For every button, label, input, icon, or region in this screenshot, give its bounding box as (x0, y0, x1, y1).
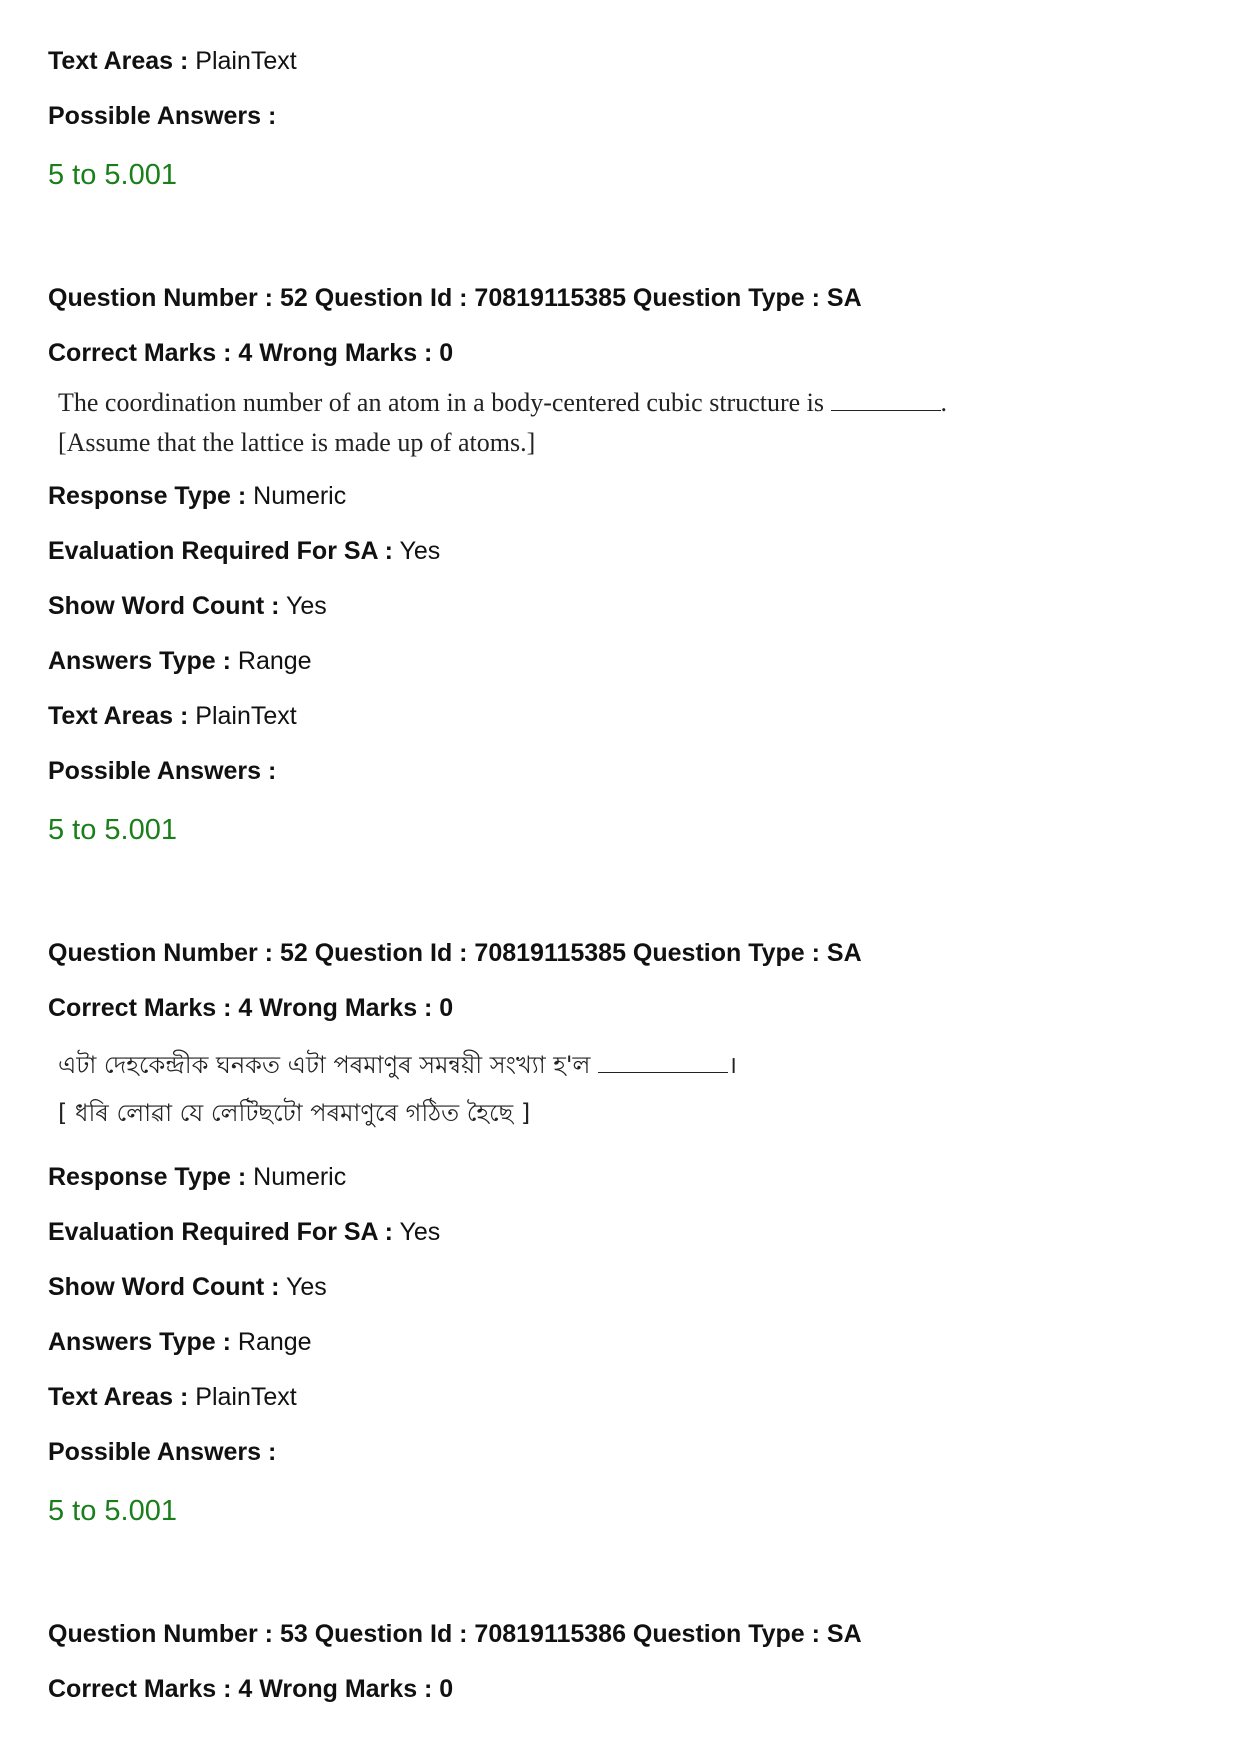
answer-blank (598, 1052, 728, 1073)
possible-answers-label: Possible Answers : (48, 102, 277, 130)
marks-row: Correct Marks : 4 Wrong Marks : 0 (48, 1675, 454, 1703)
text-areas-row: Text Areas : PlainText (48, 702, 297, 730)
text-areas-row: Text Areas : PlainText (48, 1383, 297, 1411)
question-text-image (58, 383, 947, 463)
text-areas-row (48, 46, 297, 76)
answers-type-row: Answers Type : Range (48, 1328, 312, 1356)
response-type-row: Response Type : Numeric (48, 1163, 347, 1191)
response-type-row: Response Type : Numeric (48, 482, 347, 510)
marks-row: Correct Marks : 4 Wrong Marks : 0 (48, 339, 454, 367)
show-word-count-row: Show Word Count : Yes (48, 592, 327, 620)
show-word-count-row: Show Word Count : Yes (48, 1273, 327, 1301)
question-line-1: এটা দেহকেন্দ্ৰীক ঘনকত এটা পৰমাণুৰ সমন্বয়ী সংখ্যা হ'ল । (58, 1051, 738, 1079)
evaluation-required-row: Evaluation Required For SA : Yes (48, 537, 441, 565)
answers-type-row: Answers Type : Range (48, 647, 312, 675)
question-header: Question Number : 53 Question Id : 70819115386 Question Type : SA (48, 1620, 862, 1648)
question-text-image (58, 1045, 737, 1133)
question-header: Question Number : 52 Question Id : 70819115385 Question Type : SA (48, 284, 862, 312)
marks-row: Correct Marks : 4 Wrong Marks : 0 (48, 994, 454, 1022)
possible-answer: 5 to 5.001 (48, 814, 177, 846)
evaluation-required-row: Evaluation Required For SA : Yes (48, 1218, 441, 1246)
question-line-1: The coordination number of an atom in a body-centered cubic structure is . (58, 388, 948, 417)
text-areas-value: PlainText (195, 47, 297, 75)
possible-answer: 5 to 5.001 (48, 159, 177, 191)
question-line-2: [ ধৰি লোৱা যে লেটিছটো পৰমাণুৰে গঠিত হৈছে ] (58, 1099, 531, 1127)
question-line-2: [Assume that the lattice is made up of atoms.] (58, 428, 536, 457)
possible-answer: 5 to 5.001 (48, 1495, 177, 1527)
text-areas-label: Text Areas : (48, 47, 189, 75)
question-header: Question Number : 52 Question Id : 70819115385 Question Type : SA (48, 939, 862, 967)
possible-answers-label: Possible Answers : (48, 757, 277, 785)
answer-blank (831, 390, 941, 411)
possible-answers-label: Possible Answers : (48, 1438, 277, 1466)
